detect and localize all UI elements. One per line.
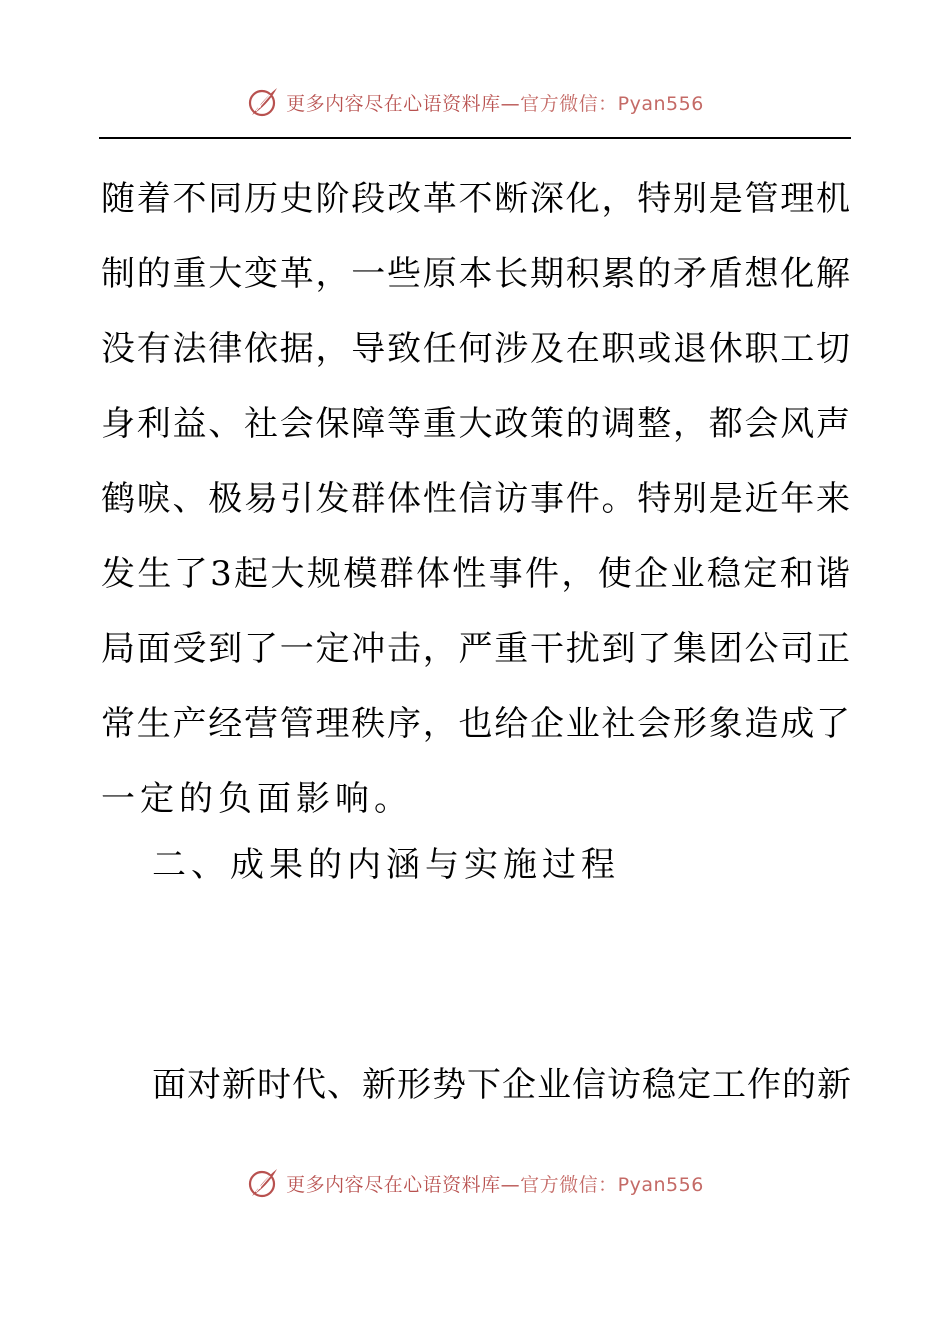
text-line: 制的重大变革，一些原本长期积累的矛盾想化解: [101, 254, 851, 294]
text-line: 常生产经营管理秩序，也给企业社会形象造成了: [101, 704, 851, 744]
text-line-last: 一定的负面影响。: [101, 779, 413, 819]
footer-banner-text: [286, 1170, 704, 1197]
header-banner: [0, 82, 950, 122]
header-banner-wechat: 官方微信：Pyan556: [520, 92, 704, 115]
header-banner-text: [286, 89, 704, 116]
footer-banner-dash: —: [500, 1173, 521, 1196]
footer-banner: [0, 1163, 950, 1203]
text-line: 没有法律依据，导致任何涉及在职或退休职工切: [101, 329, 851, 369]
paragraph-2-line: 面对新时代、新形势下企业信访稳定工作的新: [152, 1065, 851, 1105]
text-line: 随着不同历史阶段改革不断深化，特别是管理机: [101, 179, 851, 219]
quill-pen-logo-icon: [246, 85, 280, 119]
header-banner-main: 更多内容尽在心语资料库: [286, 92, 501, 115]
footer-banner-main: 更多内容尽在心语资料库: [286, 1173, 501, 1196]
header-banner-dash: —: [500, 92, 521, 115]
footer-banner-wechat: 官方微信：Pyan556: [520, 1173, 704, 1196]
paragraph-1: [101, 162, 851, 837]
section-heading: 二、成果的内涵与实施过程: [152, 845, 620, 885]
text-line: 身利益、社会保障等重大政策的调整，都会风声: [101, 404, 851, 444]
text-line: 局面受到了一定冲击，严重干扰到了集团公司正: [101, 629, 851, 669]
text-line: 鹤唳、极易引发群体性信访事件。特别是近年来: [101, 479, 851, 519]
quill-pen-logo-icon: [246, 1166, 280, 1200]
header-rule: [99, 137, 851, 139]
text-line: 发生了3起大规模群体性事件，使企业稳定和谐: [101, 554, 851, 594]
